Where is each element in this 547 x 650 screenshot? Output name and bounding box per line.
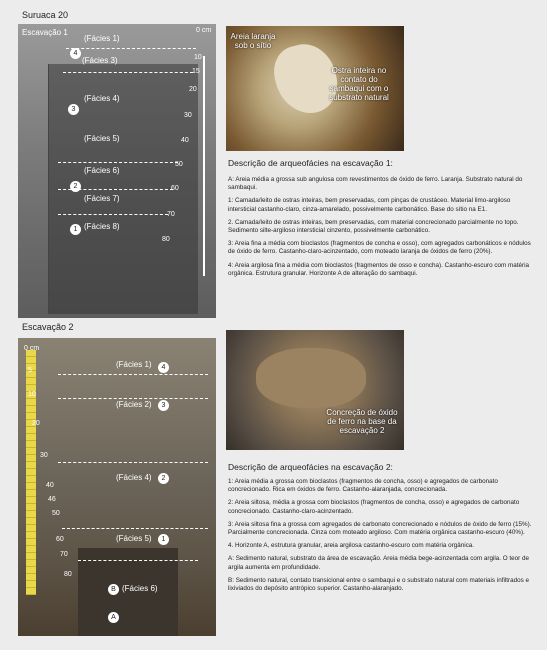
ruler-mark: 50 [175,161,183,168]
facies-boundary [58,398,208,399]
excavation-1-ruler [203,56,205,276]
ruler-mark: 80 [162,236,170,243]
description-2-item: 1: Areia média a grossa com bioclastos (fragmentos de concha, osso) e agregados de carbonato concrecionado. Rica em óxidos de ferro. Castanho-alaranjada, concrecionada. [228,478,498,494]
description-1-list [228,176,534,283]
excavation-2-photo [18,338,216,636]
facies-label: (Fácies 1) [116,360,152,369]
concretion-photo [226,330,404,450]
photo-1-caption-b: Ostra inteira no contato do sambaqui com o substrato natural [329,66,389,102]
ruler-mark: 10 [194,54,202,61]
ruler-mark: 5 [28,367,32,374]
facies-number: 1 [70,224,81,235]
facies-label: (Fácies 5) [84,134,120,143]
facies-number: 1 [158,534,169,545]
ruler-mark: 46 [48,496,56,503]
concretion-illustration [256,348,366,408]
description-1-item: 3: Areia fina a média com bioclastos (fragmentos de concha e osso), com agregados carbonáticos e nódulos de óxido de ferro. Castanho-claro-acinzentado, com moteado laranja de óxidos de ferro (20%). [228,240,531,256]
description-1-item: 1: Camada/leito de ostras inteiras, bem preservadas, com pinças de crustáceo. Material limo-argiloso intersticial castanho-claro, cinza-amarelado, possivelmente carbonático. Base do sítio na E1. [228,197,511,213]
ruler-mark: 10 [28,391,36,398]
ruler-mark: 40 [46,482,54,489]
oyster-photo [226,26,404,151]
ruler-mark: 0 cm [196,27,212,34]
description-2-list [228,478,534,598]
ruler-mark: 30 [40,452,48,459]
ruler-mark: 50 [52,510,60,517]
facies-label: (Fácies 3) [82,56,118,65]
facies-boundary [58,462,208,463]
ruler-mark: 60 [56,536,64,543]
facies-boundary [66,48,196,49]
description-2-item: A: Sedimento natural, substrato da área de escavação. Areia média bege-acinzentada com argila. O teor de argila aumenta em profundidade. [228,555,530,571]
description-1-item: A: Areia média a grossa sub angulosa com revestimentos de óxido de ferro. Laranja. Substrato natural do sambaqui. [228,176,523,192]
facies-number: 4 [158,362,169,373]
description-1-heading: Descrição de arqueofácies na escavação 1: [228,158,393,168]
facies-label: (Fácies 5) [116,534,152,543]
description-2-heading: Descrição de arqueofácies na escavação 2: [228,462,393,472]
ruler-mark: 15 [192,68,200,75]
facies-label: (Fácies 8) [84,222,120,231]
description-2-item: 3: Areia siltosa fina a grossa com agregados de carbonato concrecionado e nódulos de óxido de ferro (15%). Parcialmente concrecionada. Cinza com moteado argiloso. Com matéria orgânica castanho-escuro (40%). [228,520,532,537]
excavation-1-photo [18,24,216,318]
excavation-1-label: Escavação 1 [22,28,68,37]
facies-number: 2 [158,473,169,484]
facies-boundary [58,214,168,215]
facies-number: 4 [70,48,81,59]
facies-label: (Fácies 7) [84,194,120,203]
facies-number: 2 [70,181,81,192]
ruler-mark: 20 [32,420,40,427]
facies-boundary [58,374,208,375]
ruler-mark: 0 cm [24,345,40,352]
description-1-item: 4: Areia argilosa fina a média com bioclastos (fragmentos de osso e concha). Castanho-escuro com matéria orgânica. Estrutura granular. Horizonte A de alteração do sambaqui. [228,261,529,277]
description-2-item: B: Sedimento natural, contato transicional entre o sambaqui e o substrato natural com materiais infiltrados e lixiviados do depósito antrópico superior. Castanho-alaranjado. [228,576,530,593]
ruler-mark: 40 [181,137,189,144]
facies-label: (Fácies 4) [116,473,152,482]
facies-number: B [108,584,119,595]
ruler-mark: 70 [60,551,68,558]
photo-1-caption-a: Areia laranja sob o sítio [230,32,276,50]
facies-number: 3 [68,104,79,115]
description-2-item: 4. Horizonte A, estrutura granular, areia argilosa castanho-escuro com matéria orgânica. [228,542,475,550]
ruler-mark: 30 [184,112,192,119]
description-2-item: 2: Areia siltosa, média a grossa com bioclastos (fragmentos de concha, osso) e agregados de carbonato concrecionado. Castanho-claro-acinzentado. [228,499,520,515]
excavation-2-ruler [26,350,36,595]
facies-boundary [62,528,208,529]
facies-label: (Fácies 2) [116,400,152,409]
facies-label: (Fácies 4) [84,94,120,103]
facies-label: (Fácies 6) [122,584,158,593]
ruler-mark: 80 [64,571,72,578]
facies-boundary [63,72,193,73]
ruler-mark: 70 [167,211,175,218]
ruler-mark: 60 [171,185,179,192]
facies-label: (Fácies 1) [84,34,120,43]
facies-boundary [78,560,198,561]
facies-boundary [58,162,178,163]
description-1-item: 2. Camada/leito de ostras inteiras, bem preservadas, com material concrecionado parcialmente no topo. Sedimento silte-argiloso intersticial cinzento, possivelmente carbonático. [228,218,519,235]
page-title: Suruaca 20 [22,10,69,20]
photo-2-caption: Concreção de óxido de ferro na base da escavação 2 [326,408,398,435]
facies-number: 3 [158,400,169,411]
excavation-2-heading: Escavação 2 [22,322,74,332]
facies-number: A [108,612,119,623]
ruler-mark: 20 [189,86,197,93]
facies-label: (Fácies 6) [84,166,120,175]
